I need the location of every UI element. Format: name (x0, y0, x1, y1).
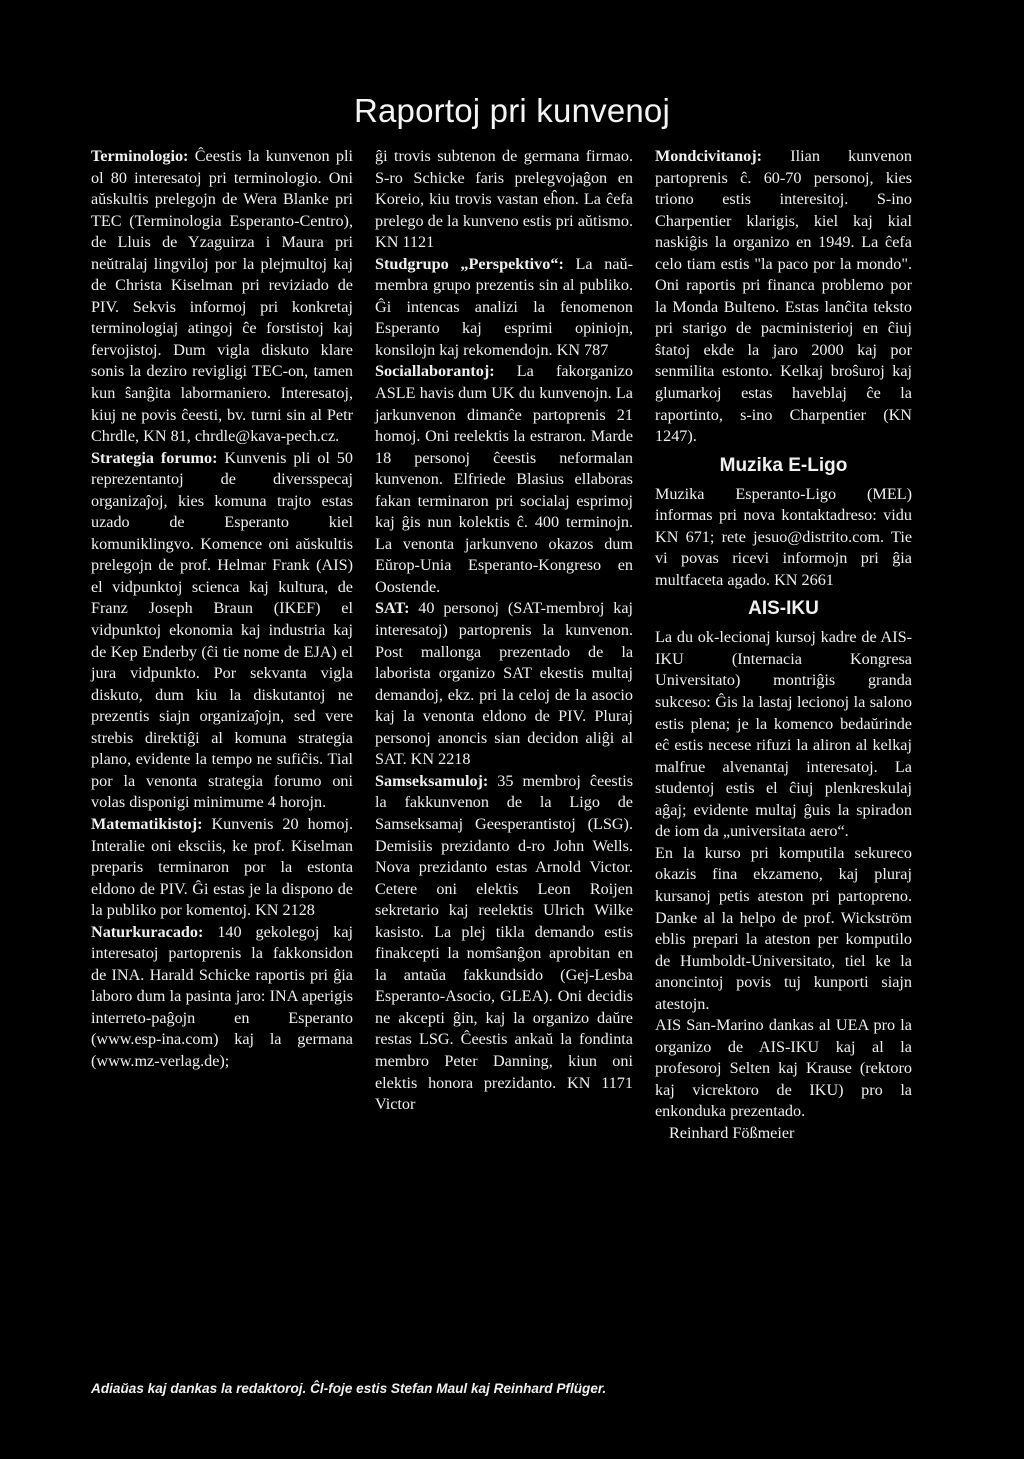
section-lead: SAT: (375, 599, 410, 618)
page-title: Raportoj pri kunvenoj (353, 92, 671, 129)
section-text: La naŭ-membra grupo prezentis sin al publiko. Ĝi intencas analizi la fenomenon Esperanto kaj esprimi opiniojn, konsilojn kaj rekomendojn. KN 787 (375, 254, 633, 359)
section-text: Ĉeestis la kunvenon pli ol 80 interesatoj pri terminologio. Oni aŭskultis prelegojn de Wera Blanke pri TEC (Terminologia Esperanto-Centro), de Lluis de Yzaguirza i Maura pri neŭtralaj lingviloj por la plejmultoj kaj de Christa Kiselman pri reviziado de PIV. Sekvis informoj pri konkretaj terminologiaj atingoj ĉe forstistoj kaj fervojistoj. Dum vigla diskuto klare sonis la deziro revigligi TEC-on, tamen kun ŝanĝita labormaniero. Interesatoj, kiuj ne povis ĉeesti, bv. turni sin al Petr Chrdle, KN 81, chrdle@kava-pech.cz. (91, 147, 353, 446)
column-2 (375, 146, 633, 1116)
column-3 (655, 146, 912, 1145)
report-social-workers (375, 361, 633, 598)
report-ais-iku-1: La du ok-lecionaj kursoj kadre de AIS-IKU (Internacia Kongresa Universitato) montriĝis granda sukceso: Ĝis la lastaj lecionoj la salono estis plena; je la komenco bedaŭrinde eĉ estis necese rifuzi la aliron al kelkaj malfrue alvenantaj interesatoj. La studentoj estis el ĉiuj plenkreskulaj aĝaj; evidente multaj ĝuis la spiradon de iom da „universitata aero“. (655, 628, 912, 841)
section-lead: Samseksamuloj: (375, 771, 489, 790)
section-lead: Sociallaborantoj: (375, 362, 495, 381)
report-world-citizens (655, 146, 912, 448)
report-mathematicians (91, 814, 353, 922)
report-sat (375, 598, 633, 770)
heading-ais-iku: AIS-IKU (748, 598, 819, 620)
heading-music-league: Muzika E-Ligo (719, 454, 848, 476)
report-music-league: Muzika Esperanto-Ligo (MEL) informas pri nova kontaktadreso: vidu KN 671; rete jesuo@distrito.com. Tie vi povas ricevi informojn pri ĝia multfaceta agado. KN 2661 (655, 484, 912, 589)
section-lead: Studgrupo „Perspektivo“: (375, 254, 564, 273)
section-lead: Matematikistoj: (91, 814, 203, 833)
report-ais-iku-3: AIS San-Marino dankas al UEA pro la organizo de AIS-IKU kaj al la profesoroj Selten kaj Krause (rektoro kaj vicrektoro de IKU) pro la enkonduka prezentado. (655, 1016, 912, 1121)
section-text: 40 personoj (SAT-membroj kaj interesatoj) partoprenis la kunvenon. Post mallonga prezentado de la laborista organizo SAT ekestis multaj demandoj, ekz. pri la celoj de la asocio kaj la venonta eldono de PIV. Pluraj personoj anoncis sian decidon aliĝi al SAT. KN 2218 (375, 599, 633, 769)
report-lsg (375, 771, 633, 1116)
section-text: Ilian kunvenon partoprenis ĉ. 60-70 personoj, kies triono estis interesitoj. S-ino Charpentier klarigis, kiel kaj kial naskiĝis la organizo en 1949. La ĉefa celo tiam estis "la paco por la mondo". Oni raportis pri financa problemo por la Monda Bulteno. Estas lanĉita teksto pri starigo de pacministerioj en ĉiuj ŝtatoj ekde la jaro 2000 kaj por senmilita estonto. Kelkaj broŝuroj kaj glumarkoj estas haveblaj ĉe la raportinto, s-ino Charpentier (KN 1247). (655, 147, 912, 446)
footer-note: Adiaŭas kaj dankas la redaktoroj. Ĉl-foje estis Stefan Maul kaj Reinhard Pflüger. (91, 1381, 607, 1396)
section-text: ĝi trovis subtenon de germana firmao. S-ro Schicke faris prelegvojaĝon en Koreio, kiu trovis vastan eĥon. La ĉefa prelego de la kunveno estis pri aŭtismo. KN 1121 (375, 147, 633, 252)
signature: Reinhard Fößmeier (669, 1123, 795, 1142)
report-ais-iku-2: En la kurso pri komputila sekureco okazis fina ekzameno, kaj pluraj kursanoj petis ateston pri partopreno. Danke al la helpo de prof. Wickström eblis prepari la ateston per komputilo de Humboldt-Universitato, tiel ke la anoncintoj povis tuj kunporti siajn atestojn. (655, 843, 912, 1013)
section-text: La fakorganizo ASLE havis dum UK du kunvenojn. La jarkunvenon dimanĉe partoprenis 21 homoj. Oni reelektis la estraron. Marde 18 personoj ĉeestis neformalan kunvenon. Elfriede Blasius ellaboras fakan terminaron pri socialaj esprimoj kaj ĝis nun kolektis ĉ. 400 terminojn. La venonta jarkunveno okazos dum Eŭrop-Unia Esperanto-Kongreso en Oostende. (375, 362, 633, 596)
report-naturopathy (91, 922, 353, 1073)
report-perspective-group (375, 254, 633, 362)
section-lead: Naturkuracado: (91, 922, 204, 941)
section-text: 35 membroj ĉeestis la fakkunvenon de la Ligo de Samseksamaj Geesperantistoj (LSG). Demisiis prezidanto d-ro John Wells. Nova prezidanto estas Arnold Victor. Cetere oni elektis Leon Roijen sekretario kaj reelektis Ulrich Wilke kasisto. La plej tikla demando estis finakcepti la nomŝanĝon aprobitan en la antaŭa fakkundsido (Gej-Lesba Esperanto-Asocio, GLEA). Oni decidis ne akcepti ĝin, kaj la organizo daŭre restas LSG. Ĉeestis ankaŭ la fondinta membro Peter Danning, kiun oni elektis honora prezidanto. KN 1171 Victor (375, 771, 633, 1114)
section-lead: Strategia forumo: (91, 448, 218, 467)
report-terminology (91, 146, 353, 448)
section-text: Kunvenis 20 homoj. Interalie oni eksciis, ke prof. Kiselman preparis terminaron por la estonta eldono de PIV. Ĝi estas je la dispono de la publiko por komentoj. KN 2128 (91, 814, 353, 920)
column-1 (91, 146, 353, 1073)
section-text: Kunvenis pli ol 50 reprezentantoj de diversspecaj organizaĵoj, kies komuna trajto estas uzado de Esperanto kiel komuniklingvo. Komence oni aŭskultis prelegojn de prof. Helmar Frank (AIS) el vidpunktoj scienca kaj kultura, de Franz Joseph Braun (IKEF) el vidpunktoj ekonomia kaj industria kaj de Kep Enderby (ĉi tie nome de EJA) el jura vidpunkto. Por sekvanta vigla diskuto, dum kiu la diskutantoj ne prezentis siajn organizaĵojn, sed vere strebis direktiĝi al komuna strategia plano, evidente la tempo ne sufiĉis. Tial por la venonta strategia forumo oni volas disponigi minimume 4 horojn. (91, 448, 353, 812)
report-strategy-forum (91, 448, 353, 814)
report-naturopathy-continued (375, 146, 633, 254)
section-lead: Mondcivitanoj: (655, 147, 763, 165)
section-lead: Terminologio: (91, 147, 189, 165)
section-text: 140 gekolegoj kaj interesatoj partoprenis la fakkonsidon de INA. Harald Schicke raportis pri ĝia laboro dum la pasinta jaro: INA aperigis interreto-paĝojn en Esperanto (www.esp-ina.com) kaj la germana (www.mz-verlag.de); (91, 922, 353, 1070)
